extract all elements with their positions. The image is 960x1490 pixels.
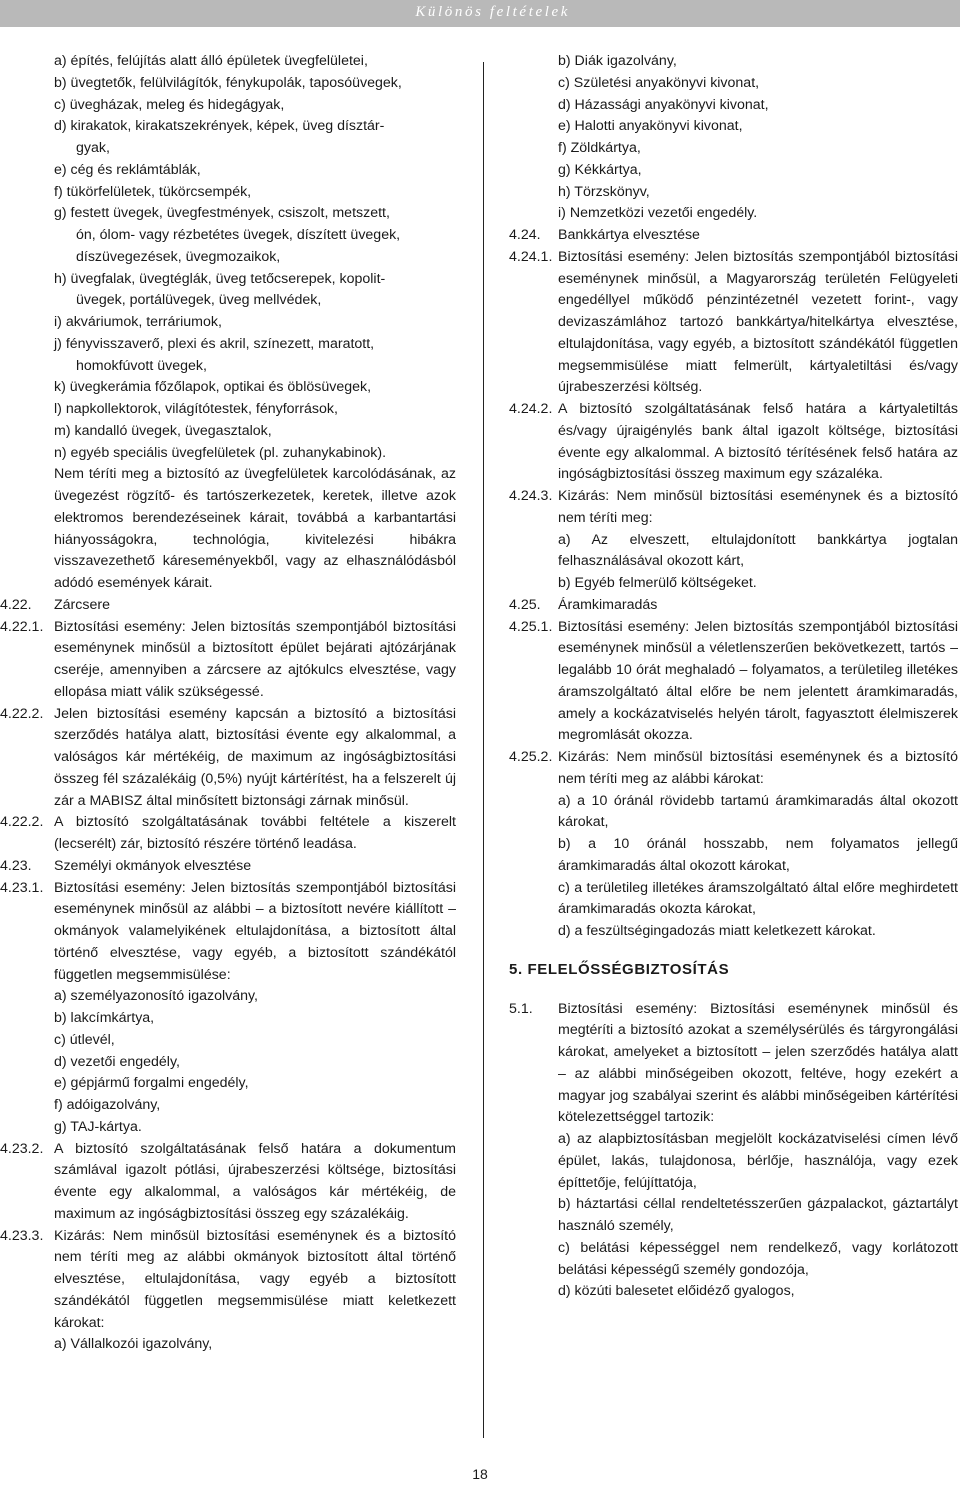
list-item [0, 1117, 456, 1139]
paragraph-text: Biztosítási esemény: Jelen biztosítás szempontjából biztosítási eseménynek minősül az alábbi – a biztosított nevére kiállított – okmányok valamelyikének eltulajdonítása, a biztosított által történő elvesztése, vagy egyéb, a biztosított szándékától független megsemmisülése: [54, 879, 456, 983]
paragraph-text: a) Az elveszett, eltulajdonított bankkártya jogtalan felhasználásával okozott kárt, [558, 531, 958, 570]
numbered-paragraph [0, 1139, 456, 1226]
paragraph-text: Kizárás: Nem minősül biztosítási eseménynek és a biztosító nem téríti meg: [558, 488, 958, 526]
paragraph-text: j) fényvisszaverő, plexi és akril, színezett, maratott, [54, 335, 375, 352]
paragraph-text: b) a 10 óránál hosszabb, nem folyamatos jellegű áramkimaradás által okozott károkat, [558, 836, 958, 874]
list-item [0, 312, 456, 334]
numbered-paragraph [0, 1226, 456, 1335]
paragraph-text: a) a 10 óránál rövidebb tartamú áramkimaradás által okozott károkat, [558, 792, 958, 831]
list-item [0, 225, 456, 247]
list-item [0, 1030, 456, 1052]
list-item [509, 921, 958, 943]
paragraph-text: gyak, [76, 140, 110, 156]
paragraph-text: a) Vállalkozói igazolvány, [54, 1336, 213, 1353]
list-item [0, 116, 456, 138]
paragraph-text: Biztosítási esemény: Jelen biztosítás szempontjából biztosítási eseménynek minősül a biztosított épület bejárati ajtózárjának cseréje, amennyiben a zárcsere az ajtókulcs elvesztése, vagy ellopása miatt válik szükségessé. [54, 618, 456, 700]
numbered-paragraph [0, 856, 456, 878]
paragraph-text: d) kirakatok, kirakatszekrények, képek, üveg dísztár- [54, 118, 385, 135]
list-item [0, 1052, 456, 1074]
paragraph-text: d) közúti balesetet előidéző gyalogos, [558, 1283, 795, 1300]
paragraph-number: 5.1. [509, 1000, 533, 1017]
paragraph-text: Bankkártya elvesztése [558, 227, 700, 243]
paragraph-text: b) Diák igazolvány, [558, 53, 677, 69]
paragraph-number: 4.24. [509, 227, 541, 243]
paragraph-number: 4.22. [0, 596, 32, 613]
numbered-paragraph [509, 486, 958, 530]
paragraph-text: f) adóigazolvány, [54, 1097, 161, 1113]
numbered-paragraph [509, 747, 958, 791]
list-item [509, 791, 958, 835]
paragraph-text: i) Nemzetközi vezetői engedély. [558, 205, 758, 222]
paragraph-number: 4.23.3. [0, 1227, 44, 1244]
paragraph-text: a) az alapbiztosításban megjelölt kockázatviselési címen lévő épület, lakás, tulajdonosa, bérlője, használója, vagy ezek építtetője, felújíttatója, [558, 1131, 958, 1191]
paragraph-text: 5. FELELŐSSÉGBIZTOSÍTÁS [509, 960, 730, 978]
list-item [509, 1281, 958, 1303]
numbered-paragraph [509, 225, 958, 247]
paragraph-text: b) lakcímkártya, [54, 1010, 155, 1026]
left-column [0, 51, 456, 1356]
list-item [509, 1238, 958, 1282]
list-item [509, 530, 958, 574]
paragraph-text: l) napkollektorok, világítótestek, fényforrások, [54, 401, 338, 417]
paragraph-number: 4.22.2. [0, 705, 44, 722]
numbered-paragraph [0, 878, 456, 987]
paragraph-text: c) útlevél, [54, 1031, 115, 1048]
list-item [0, 1095, 456, 1117]
header-bar [0, 0, 960, 27]
paragraph-text: c) a területileg illetékes áramszolgáltató által előre meghirdetett áramkimaradás okozta károkat, [558, 879, 958, 918]
paragraph-text: Kizárás: Nem minősül biztosítási eseménynek és a biztosító nem téríti meg az alábbi okmányok biztosított által történő elvesztése, eltulajdonítása, vagy egyéb a biztosított szándékától független megsemmisülése miatt keletkezett károkat: [54, 1227, 456, 1331]
list-item [509, 95, 958, 117]
paragraph-text: e) Halotti anyakönyvi kivonat, [558, 118, 743, 135]
numbered-paragraph [509, 399, 958, 486]
numbered-paragraph [509, 617, 958, 748]
list-item [509, 203, 958, 225]
list-item [509, 138, 958, 160]
header-title: Különös feltételek [415, 4, 570, 20]
paragraph-text: m) kandalló üvegek, üvegasztalok, [54, 422, 272, 439]
paragraph-text: ón, ólom- vagy rézbetétes üvegek, díszített üvegek, [76, 227, 401, 243]
paragraph-text: k) üvegkerámia főzőlapok, optikai és öblösüvegek, [54, 379, 372, 396]
list-item [0, 247, 456, 269]
paragraph-text: i) akváriumok, terráriumok, [54, 314, 222, 330]
page-number: 18 [472, 1466, 488, 1482]
list-item [0, 986, 456, 1008]
paragraph-text: b) háztartási céllal rendeltetésszerűen gázpalackot, gáztartályt használó személy, [558, 1196, 958, 1234]
paragraph-text: Áramkimaradás [558, 596, 658, 613]
paragraph-text: A biztosító szolgáltatásának felső határa a dokumentum számlával igazolt pótlási, újrabeszerzési költsége, biztosítási évente egy alkalommal, a valóságos kár mértékéig, de maximum az ingóságbiztosítási összeg egy százalékáig. [54, 1140, 456, 1222]
list-item [0, 269, 456, 291]
column-divider [483, 62, 484, 1438]
paragraph-text: c) Születési anyakönyvi kivonat, [558, 74, 760, 91]
paragraph-text: A biztosító szolgáltatásának felső határa a kártyaletiltás és/vagy újraigénylés bank által igazolt költsége, biztosítási évente egy alkalommal. A biztosító térítésének felső határa az ingóságbiztosítási összeg maximum egy százaléka. [558, 401, 958, 483]
list-item [0, 1008, 456, 1030]
paragraph-number: 4.25.1. [509, 618, 553, 635]
list-item [0, 334, 456, 356]
paragraph-text: Zárcsere [54, 596, 110, 613]
list-item [0, 421, 456, 443]
list-item [509, 1194, 958, 1238]
list-item [0, 356, 456, 378]
list-item [509, 573, 958, 595]
paragraph-text: f) Zöldkártya, [558, 140, 641, 156]
list-item [509, 878, 958, 922]
paragraph-text: Nem téríti meg a biztosító az üvegfelületek karcolódásának, az üvegezést rögzítő- és tartószerkezetek, keretek, illetve azok elektromos berendezéseinek kárait, továbbá a karbantartási hiányosságokra, technológia, kivitelezési hibákra visszavezethető káreseményekből, vagy az elhasználódásból adódó események kárait. [54, 466, 456, 591]
list-item [0, 290, 456, 312]
list-item [0, 377, 456, 399]
paragraph-text: a) személyazonosító igazolvány, [54, 988, 258, 1005]
numbered-paragraph [0, 617, 456, 704]
numbered-paragraph [509, 595, 958, 617]
list-item [509, 116, 958, 138]
list-item [0, 95, 456, 117]
paragraph-text: c) belátási képességgel nem rendelkező, vagy korlátozott belátási képességű személy gondozója, [558, 1239, 958, 1278]
list-item [509, 834, 958, 878]
paragraph-text: Személyi okmányok elvesztése [54, 857, 252, 874]
paragraph-text: f) tükörfelületek, tükörcsempék, [54, 183, 252, 200]
paragraph-text: d) a feszültségingadozás miatt keletkezett károkat. [558, 923, 876, 939]
list-item [0, 138, 456, 160]
paragraph-text: díszüvegezések, üvegmozaikok, [76, 248, 281, 265]
paragraph-number: 4.23. [0, 857, 32, 874]
paragraph-text: Jelen biztosítási esemény kapcsán a biztosító a biztosítási szerződés hatálya alatt, biztosítási évente egy alkalommal, a valóságos kár mértékéig, de maximum az ingóságbiztosítási összeg fél százalékáig (0,5%) nyújt kártérítést, ha a felszerelt új zár a MABISZ által minősített biztonsági zárnak minősül. [54, 705, 456, 809]
paragraph-number: 4.23.1. [0, 879, 44, 896]
numbered-paragraph [0, 595, 456, 617]
section-heading [509, 959, 958, 981]
list-item [0, 399, 456, 421]
paragraph-text: g) Kékkártya, [558, 161, 642, 178]
paragraph-number: 4.24.2. [509, 401, 553, 417]
paragraph-text: g) TAJ-kártya. [54, 1118, 142, 1135]
paragraph-number: 4.23.2. [0, 1140, 44, 1157]
list-item [0, 182, 456, 204]
paragraph-text: c) üvegházak, meleg és hidegágyak, [54, 96, 285, 113]
paragraph-text: b) Egyéb felmerülő költségeket. [558, 575, 757, 591]
paragraph-number: 4.24.3. [509, 488, 553, 504]
paragraph-text: Kizárás: Nem minősül biztosítási eseménynek és a biztosító nem téríti meg az alábbi károkat: [558, 749, 958, 787]
list-item [0, 464, 456, 595]
paragraph-text: homokfúvott üvegek, [76, 357, 207, 374]
paragraph-text: e) gépjármű forgalmi engedély, [54, 1075, 249, 1092]
paragraph-text: g) festett üvegek, üvegfestmények, csiszolt, metszett, [54, 205, 390, 222]
right-column [509, 51, 958, 1303]
paragraph-text: Biztosítási esemény: Jelen biztosítás szempontjából biztosítási eseménynek minősül, a Magyarország területén Felügyeleti engedéllyel működő pénzintézetnél vezetett forint-, vagy devizaszámlához tartozó bankkártya/hitelkártya elvesztése, eltulajdonítása, vagy egyéb, a biztosított szándékától független megsemmisülése miatt felmerült, kártyaletiltási és/vagy újrabeszerzési költség. [558, 248, 958, 396]
paragraph-text: d) Házassági anyakönyvi kivonat, [558, 96, 769, 113]
numbered-paragraph [509, 247, 958, 399]
paragraph-text: h) üvegfalak, üvegtéglák, üveg tetőcserepek, kopolit- [54, 270, 386, 287]
paragraph-number: 4.22.2. [0, 814, 44, 831]
paragraph-number: 4.25. [509, 596, 541, 613]
list-item [0, 203, 456, 225]
paragraph-text: h) Törzskönyv, [558, 183, 650, 200]
numbered-paragraph [509, 999, 958, 1130]
list-item [0, 51, 456, 73]
numbered-paragraph [0, 704, 456, 813]
paragraph-text: e) cég és reklámtáblák, [54, 161, 201, 178]
numbered-paragraph [0, 812, 456, 856]
paragraph-text: üvegek, portálüvegek, üveg mellvédek, [76, 292, 322, 309]
paragraph-number: 4.24.1. [509, 248, 553, 265]
list-item [509, 182, 958, 204]
paragraph-text: Biztosítási esemény: Jelen biztosítás szempontjából biztosítási eseménynek minősül a véletlenszerűen bekövetkezett, tartós – legalább 10 órát meghaladó – folyamatos, a területileg illetékes áramszolgáltató által előre be nem jelentett áramkimaradás, amely a kockázatviselés helyén tárolt, fagyasztott élelmiszerek megromlását okozza. [558, 618, 958, 744]
paragraph-text: A biztosító szolgáltatásának további feltétele a kiszerelt (lecserélt) zár, biztosító részére történő leadása. [54, 814, 456, 852]
list-item [0, 73, 456, 95]
list-item [0, 1073, 456, 1095]
list-item [509, 73, 958, 95]
list-item [509, 1129, 958, 1194]
list-item [0, 1334, 456, 1356]
list-item [0, 160, 456, 182]
list-item [0, 443, 456, 465]
paragraph-text: a) építés, felújítás alatt álló épületek üvegfelületei, [54, 53, 368, 69]
paragraph-text: n) egyéb speciális üvegfelületek (pl. zuhanykabinok). [54, 444, 387, 461]
paragraph-number: 4.22.1. [0, 618, 44, 635]
paragraph-text: b) üvegtetők, felülvilágítók, fénykupolák, taposóüvegek, [54, 74, 402, 91]
paragraph-text: d) vezetői engedély, [54, 1053, 180, 1070]
paragraph-number: 4.25.2. [509, 749, 553, 765]
list-item [509, 51, 958, 73]
list-item [509, 160, 958, 182]
paragraph-text: Biztosítási esemény: Biztosítási eseménynek minősül és megtéríti a biztosító azokat a személysérülés és tárgyrongálási károkat, amelyeket a biztosított – jelen szerződés hatálya alatt – az alábbi minőségeiben okozott, feltéve, hogy ezekért a magyar jog szabályai szerint és alábbi minőségeiben kártérítési kötelezettséggel tartozik: [558, 1000, 958, 1126]
